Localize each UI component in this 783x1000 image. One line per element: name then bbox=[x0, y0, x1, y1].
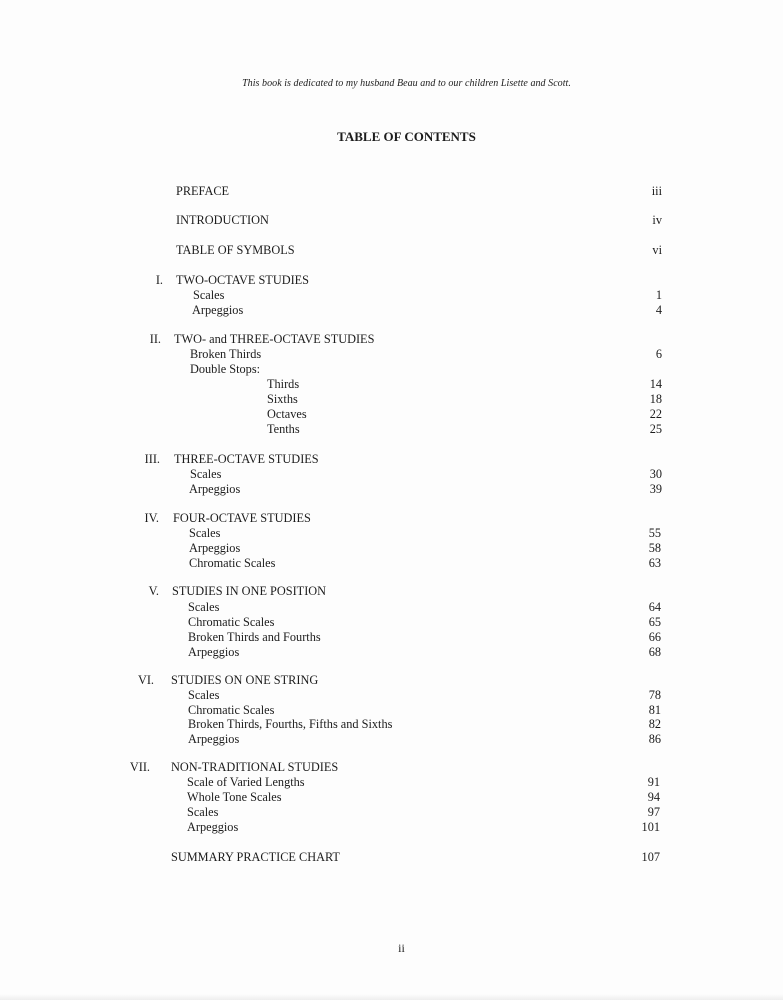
toc-page: 14 bbox=[649, 377, 662, 391]
toc-entry: Scale of Varied Lengths bbox=[187, 775, 305, 789]
toc-entry: Thirds bbox=[267, 377, 300, 391]
scan-edge bbox=[0, 994, 783, 1000]
toc-entry: Arpeggios bbox=[187, 820, 239, 834]
toc-page: 65 bbox=[648, 615, 661, 629]
toc-page: 25 bbox=[649, 422, 662, 436]
toc-page: 97 bbox=[647, 805, 660, 819]
section-numeral: IV. bbox=[144, 511, 159, 525]
toc-page: 66 bbox=[648, 630, 661, 644]
toc-entry: Scales bbox=[189, 526, 221, 540]
toc-page-preface: iii bbox=[651, 184, 662, 198]
page-number: ii bbox=[398, 941, 405, 955]
toc-entry: Broken Thirds bbox=[190, 347, 262, 361]
toc-page: 82 bbox=[648, 717, 661, 731]
toc-page: 30 bbox=[649, 467, 662, 481]
toc-entry: Octaves bbox=[267, 407, 307, 421]
toc-entry: Chromatic Scales bbox=[188, 615, 275, 629]
toc-page-summary-practice-chart: 107 bbox=[641, 850, 660, 864]
section-numeral: I. bbox=[155, 273, 163, 287]
section-title: TWO-OCTAVE STUDIES bbox=[176, 273, 310, 287]
toc-page: 81 bbox=[648, 703, 661, 717]
section-numeral: III. bbox=[144, 452, 160, 466]
toc-page: 63 bbox=[648, 556, 661, 570]
toc-entry: Arpeggios bbox=[188, 732, 240, 746]
toc-entry: Scales bbox=[188, 688, 220, 702]
toc-page: 64 bbox=[648, 600, 661, 614]
section-title: NON-TRADITIONAL STUDIES bbox=[171, 760, 339, 774]
section-title: STUDIES IN ONE POSITION bbox=[172, 584, 327, 598]
toc-entry: Scales bbox=[190, 467, 222, 481]
toc-entry: Scales bbox=[187, 805, 219, 819]
toc-page: 91 bbox=[647, 775, 660, 789]
toc-entry: Scales bbox=[188, 600, 220, 614]
page-title: TABLE OF CONTENTS bbox=[337, 129, 476, 144]
section-title: STUDIES ON ONE STRING bbox=[171, 673, 319, 687]
toc-page: 18 bbox=[649, 392, 662, 406]
toc-entry: Arpeggios bbox=[189, 541, 241, 555]
toc-page: 55 bbox=[648, 526, 661, 540]
toc-entry: Whole Tone Scales bbox=[187, 790, 282, 804]
toc-entry: Tenths bbox=[267, 422, 300, 436]
toc-entry: Arpeggios bbox=[188, 645, 240, 659]
toc-entry-introduction: INTRODUCTION bbox=[176, 213, 269, 227]
toc-entry: Broken Thirds and Fourths bbox=[188, 630, 321, 644]
toc-entry-preface: PREFACE bbox=[176, 184, 230, 198]
toc-entry: Chromatic Scales bbox=[189, 556, 276, 570]
toc-entry: Scales bbox=[193, 288, 225, 302]
section-numeral: II. bbox=[149, 332, 161, 346]
toc-page: 39 bbox=[649, 482, 662, 496]
toc-entry: Chromatic Scales bbox=[188, 703, 275, 717]
toc-page: 6 bbox=[655, 347, 662, 361]
section-title: THREE-OCTAVE STUDIES bbox=[174, 452, 319, 466]
toc-entry: Arpeggios bbox=[189, 482, 241, 496]
toc-entry-summary-practice-chart: SUMMARY PRACTICE CHART bbox=[171, 850, 340, 864]
toc-page: 78 bbox=[648, 688, 661, 702]
toc-entry: Arpeggios bbox=[192, 303, 244, 317]
toc-page: 22 bbox=[649, 407, 662, 421]
toc-page: 1 bbox=[655, 288, 662, 302]
toc-entry: Broken Thirds, Fourths, Fifths and Sixths bbox=[188, 717, 393, 731]
toc-page: 68 bbox=[648, 645, 661, 659]
toc-page: 101 bbox=[641, 820, 660, 834]
section-title: TWO- and THREE-OCTAVE STUDIES bbox=[174, 332, 375, 346]
toc-page: 94 bbox=[647, 790, 660, 804]
dedication-text: This book is dedicated to my husband Beau and to our children Lisette and Scott. bbox=[242, 78, 571, 89]
toc-page-introduction: iv bbox=[652, 213, 662, 227]
toc-page: 4 bbox=[655, 303, 662, 317]
section-numeral: V. bbox=[148, 584, 159, 598]
toc-page-table-of-symbols: vi bbox=[652, 243, 662, 257]
toc-entry: Sixths bbox=[267, 392, 298, 406]
section-numeral: VII. bbox=[129, 760, 150, 774]
section-title: FOUR-OCTAVE STUDIES bbox=[173, 511, 311, 525]
toc-entry-table-of-symbols: TABLE OF SYMBOLS bbox=[176, 243, 295, 257]
toc-entry: Double Stops: bbox=[190, 362, 261, 376]
toc-page: 86 bbox=[648, 732, 661, 746]
section-numeral: VI. bbox=[137, 673, 154, 687]
toc-page: 58 bbox=[648, 541, 661, 555]
